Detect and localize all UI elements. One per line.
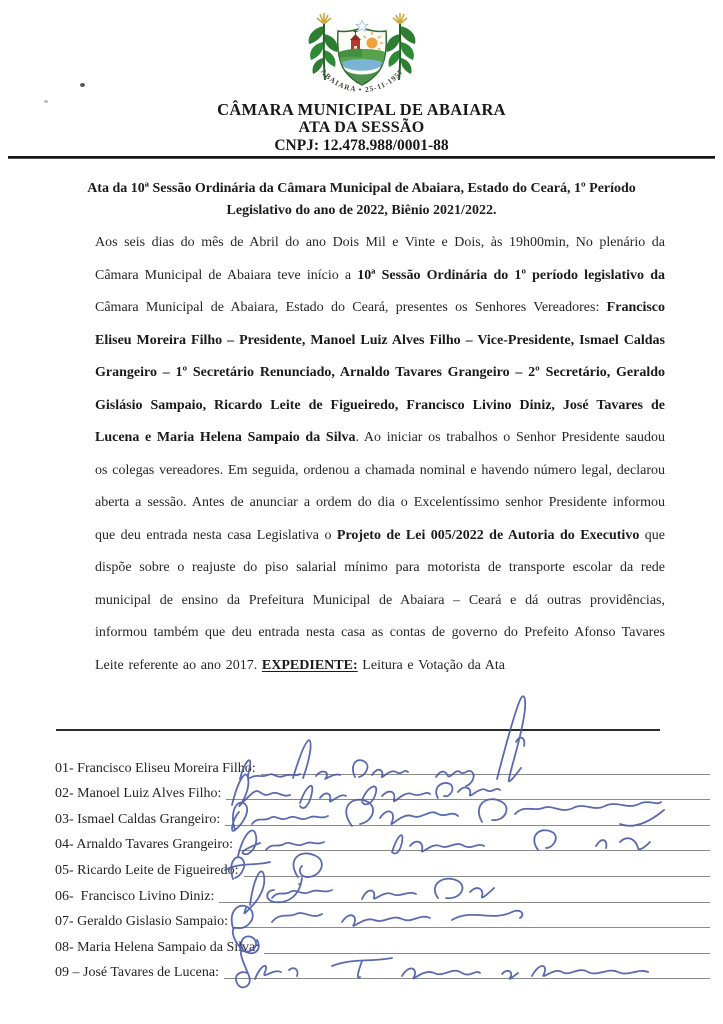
signature-row xyxy=(55,958,710,984)
signature-line xyxy=(219,901,710,903)
signature-line xyxy=(244,875,711,877)
body-segment: Câmara Municipal de Abaiara, Estado do Ceará, presentes os Senhores Vereadores: xyxy=(95,300,607,315)
signature-label: 02- Manoel Luiz Alves Filho: xyxy=(55,786,222,802)
session-title: Ata da 10ª Sessão Ordinária da Câmara Municipal de Abaiara, Estado do Ceará, 1º Período Legislativo do ano de 2022, Biênio 2021/2022. xyxy=(87,181,636,218)
body-segment: Aos seis dias do mês de Abril do ano Dois Mil e Vinte e Dois, às 19h00min, No plenário da Câmara Municipal de Abaiara teve início a xyxy=(95,235,665,283)
crest-ring-text: ABAIARA • 25-11-1957 xyxy=(318,67,405,95)
body-segment: EXPEDIENTE: xyxy=(261,657,358,673)
signature-line xyxy=(264,952,710,954)
signature-row xyxy=(55,804,710,830)
signature-row xyxy=(55,779,710,805)
body-segment: Projeto de Lei 005/2022 de Autoria do Executivo xyxy=(336,527,640,543)
crest-shield xyxy=(337,21,386,86)
org-name: CÂMARA MUNICIPAL DE ABAIARA xyxy=(217,100,506,119)
signature-label: 07- Geraldo Gislasio Sampaio: xyxy=(55,914,229,930)
signature-label: 01- Francisco Eliseu Moreira Filho: xyxy=(55,760,256,776)
signature-label: 04- Arnaldo Tavares Grangeiro: xyxy=(55,837,233,853)
signature-label: 06- Francisco Livino Diniz: xyxy=(55,888,215,904)
signature-row xyxy=(55,932,710,958)
signature-line xyxy=(226,798,710,800)
scan-speck xyxy=(80,83,85,87)
signature-row xyxy=(55,855,710,881)
signature-label: 05- Ricardo Leite de Figueiredo: xyxy=(55,862,239,878)
body-segment: Francisco Eliseu Moreira Filho – Presidente, Manoel Luiz Alves Filho – Vice-Presidente, Ismael Caldas Grangeiro – 1º Secretário Renunciado, Arnaldo Tavares Grangeiro – 2º Secretário, Geraldo Gislásio Sampaio, Ricardo Leite de Figueiredo, Francisco Livino Diniz, José Tavares de Lucena e Maria Helena Sampaio da Silva xyxy=(95,300,665,445)
signature-line xyxy=(224,977,710,979)
body-segment: Leitura e Votação da Ata xyxy=(357,657,505,673)
signature-line xyxy=(261,773,710,775)
body-segment: . Ao iniciar os trabalhos o Senhor Presidente saudou os colegas vereadores. Em seguida, ordenou a chamada nominal e havendo número legal, declarou aberta a sessão. Antes de anunciar a ordem do dia o Excelentíssimo senhor Presidente informou que deu entrada nesta casa Legislativa o xyxy=(95,430,665,543)
scan-speck xyxy=(44,100,48,103)
municipal-crest xyxy=(287,12,437,104)
signature-line xyxy=(225,824,710,826)
signature-row xyxy=(55,881,710,907)
signature-line xyxy=(238,849,710,851)
signature-row xyxy=(55,753,710,779)
cnpj: CNPJ: 12.478.988/0001-88 xyxy=(274,137,449,154)
signature-label: 08- Maria Helena Sampaio da Silva: xyxy=(55,939,260,955)
header-rule xyxy=(8,156,715,159)
letterhead xyxy=(0,100,723,155)
signature-row xyxy=(55,830,710,856)
signature-section-rule xyxy=(56,729,660,731)
signature-label: 09 – José Tavares de Lucena: xyxy=(55,965,219,981)
signature-list xyxy=(55,753,710,983)
signature-stroke xyxy=(516,738,524,746)
minutes-body xyxy=(95,227,665,682)
signature-row xyxy=(55,907,710,933)
signature-line xyxy=(233,926,710,928)
body-segment: que dispõe sobre o reajuste do piso salarial mínimo para motorista de transporte escolar da rede municipal de ensino da Prefeitura Municipal de Abaiara – Ceará e dá outras providências, informou também que deu entrada nesta casa as contas de governo do Prefeito Afonso Tavares Leite referente ao ano 2017. xyxy=(95,527,666,673)
signature-label: 03- Ismael Caldas Grangeiro: xyxy=(55,811,221,827)
body-segment: 10ª Sessão Ordinária do 1º período legislativo da xyxy=(357,267,665,283)
doc-type: ATA DA SESSÃO xyxy=(298,119,425,136)
